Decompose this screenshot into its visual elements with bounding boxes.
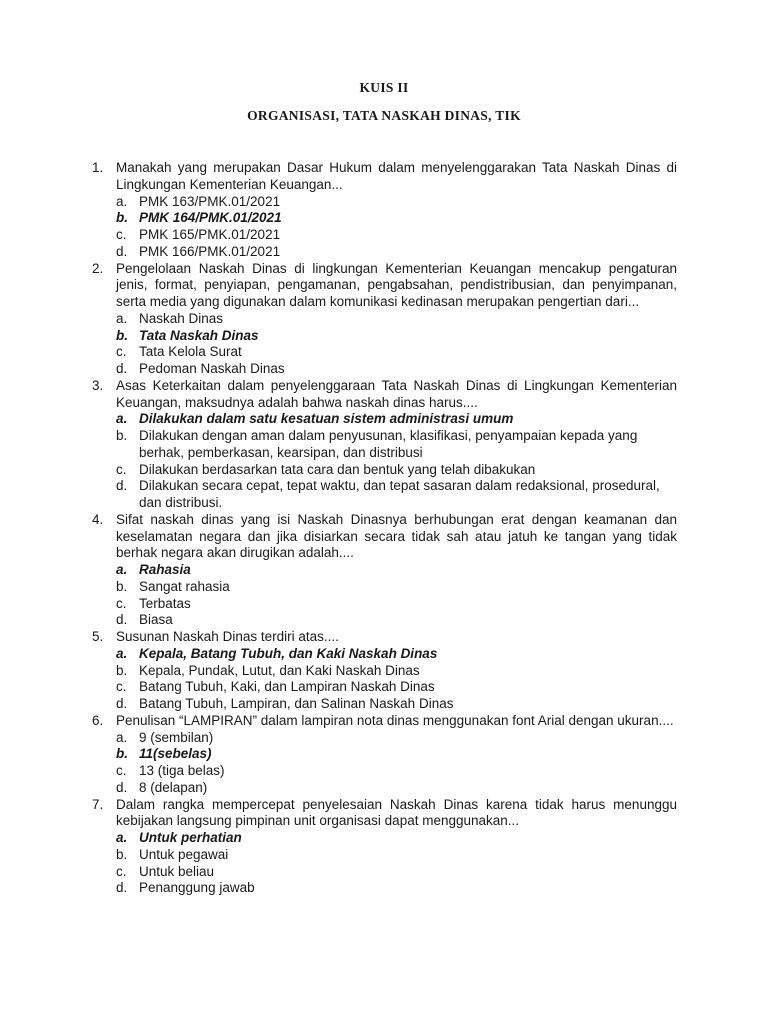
option-letter: b. [116,210,128,226]
option-letter: d. [116,478,128,494]
question-text: Penulisan “LAMPIRAN” dalam lampiran nota dinas menggunakan font Arial dengan ukuran.... [116,712,674,728]
option-text: Biasa [139,612,173,628]
question-item [92,512,677,629]
option-letter: c. [116,679,127,695]
answer-option [116,344,677,361]
question-text: Dalam rangka mempercepat penyelesaian Naskah Dinas karena tidak harus menunggu kebijakan langsung pimpinan unit organisasi dapat menggunakan... [116,796,677,829]
option-letter: d. [116,612,128,628]
option-text: Tata Kelola Surat [139,344,242,360]
answer-option [116,244,677,261]
document-title: KUIS II [359,80,409,95]
answer-option [116,864,677,881]
option-text: Tata Naskah Dinas [139,327,259,343]
option-letter: a. [116,310,128,326]
question-text: Asas Keterkaitan dalam penyelenggaraan Tata Naskah Dinas di Lingkungan Kementerian Keuangan, maksudnya adalah bahwa naskah dinas harus.... [116,377,677,410]
option-text: PMK 166/PMK.01/2021 [139,243,281,259]
option-text: PMK 164/PMK.01/2021 [139,210,282,226]
option-text: Batang Tubuh, Lampiran, dan Salinan Naskah Dinas [139,696,454,711]
answer-option [116,462,677,479]
option-letter: b. [116,846,128,862]
option-letter: a. [116,830,128,845]
option-letter: d. [116,361,128,376]
question-number: 7. [92,796,104,812]
question-body [116,797,677,898]
option-letter: b. [116,662,128,678]
question-body [116,629,677,713]
option-letter: c. [116,763,127,778]
option-letter: c. [116,863,127,879]
question-text: Manakah yang merupakan Dasar Hukum dalam menyelenggarakan Tata Naskah Dinas di Lingkungan Kementerian Keuangan... [116,160,677,192]
option-text: Batang Tubuh, Kaki, dan Lampiran Naskah Dinas [139,679,435,695]
option-text: Kepala, Batang Tubuh, dan Kaki Naskah Dinas [139,645,438,661]
answer-option [116,227,677,244]
option-letter: b. [116,578,128,594]
option-letter: a. [116,645,128,661]
answer-option [116,679,677,696]
answer-option-correct [116,328,677,345]
answer-option [116,730,677,747]
option-text: Sangat rahasia [139,578,230,594]
option-text: Rahasia [139,562,191,577]
option-text: Pedoman Naskah Dinas [139,361,285,376]
question-item [92,261,677,378]
question-number: 6. [92,712,104,728]
answer-option [116,478,677,512]
option-text: Dilakukan dalam satu kesatuan sistem administrasi umum [139,411,514,427]
answer-option [116,780,677,797]
answer-option-correct [116,562,677,579]
option-text: 11(sebelas) [139,746,212,762]
option-text: 13 (tiga belas) [139,763,225,778]
answer-option [116,696,677,713]
option-letter: c. [116,344,127,360]
document-subtitle: ORGANISASI, TATA NASKAH DINAS, TIK [247,108,521,123]
option-letter: b. [116,428,128,443]
question-item [92,160,677,261]
option-text: Penanggung jawab [139,880,255,896]
question-body [116,713,677,797]
option-text: 9 (sembilan) [139,729,214,745]
option-letter: b. [116,746,128,762]
option-letter: d. [116,243,128,259]
answer-option [116,612,677,629]
option-text: Dilakukan secara cepat, tepat waktu, dan tepat sasaran dalam redaksional, prosedural, dan distribusi. [139,478,660,510]
question-body [116,261,677,378]
question-item [92,378,677,512]
option-text: PMK 165/PMK.01/2021 [139,227,281,242]
question-body [116,160,677,261]
question-body [116,378,677,512]
question-number: 3. [92,377,104,393]
option-text: Terbatas [139,595,191,611]
question-item [92,797,677,898]
answer-option [116,847,677,864]
answer-option [116,663,677,680]
option-letter: c. [116,595,127,611]
option-letter: c. [116,227,127,242]
question-item [92,629,677,713]
answer-option-correct [116,830,677,847]
option-text: Dilakukan berdasarkan tata cara dan bentuk yang telah dibakukan [139,461,536,477]
option-text: 8 (delapan) [139,779,208,795]
option-letter: a. [116,411,128,427]
answer-option-correct [116,746,677,763]
answer-option-correct [116,411,677,428]
question-number: 2. [92,260,104,276]
option-text: Dilakukan dengan aman dalam penyusunan, klasifikasi, penyampaian kepada yang berhak, pemberkasan, kearsipan, dan distribusi [139,428,638,460]
option-text: Untuk pegawai [139,846,229,862]
question-body [116,512,677,629]
answer-option [116,428,677,462]
question-number: 1. [92,160,104,175]
option-text: Untuk perhatian [139,830,242,845]
question-text: Susunan Naskah Dinas terdiri atas.... [116,629,339,644]
question-number: 4. [92,511,104,527]
answer-option [116,880,677,897]
answer-option [116,311,677,328]
option-letter: d. [116,696,128,711]
question-text: Pengelolaan Naskah Dinas di lingkungan Kementerian Keuangan mencakup pengaturan jenis, format, penyiapan, pengamanan, pengabsahan, pendistribusian, dan penyimpanan, serta media yang digunakan dalam komunikasi kedinasan merupakan pengertian dari... [116,260,677,309]
option-letter: b. [116,327,128,343]
answer-option-correct [116,646,677,663]
option-letter: a. [116,193,128,209]
question-text: Sifat naskah dinas yang isi Naskah Dinasnya berhubungan erat dengan keamanan dan keselamatan negara dan jika disiarkan secara tidak sah atau jatuh ke tangan yang tidak berhak negara akan dirugikan adalah.... [116,511,677,561]
answer-option [116,596,677,613]
answer-option [116,361,677,378]
option-text: Naskah Dinas [139,310,224,326]
answer-option [116,579,677,596]
option-text: Kepala, Pundak, Lutut, dan Kaki Naskah Dinas [139,662,420,678]
option-letter: d. [116,779,128,795]
question-item [92,713,677,797]
option-letter: a. [116,562,128,577]
answer-option [116,763,677,780]
answer-option-correct [116,210,677,227]
question-number: 5. [92,629,104,644]
option-letter: d. [116,880,128,896]
option-text: Untuk beliau [139,863,215,879]
option-text: PMK 163/PMK.01/2021 [139,193,281,209]
option-letter: c. [116,461,127,477]
option-letter: a. [116,729,128,745]
answer-option [116,194,677,211]
question-list [92,160,677,897]
